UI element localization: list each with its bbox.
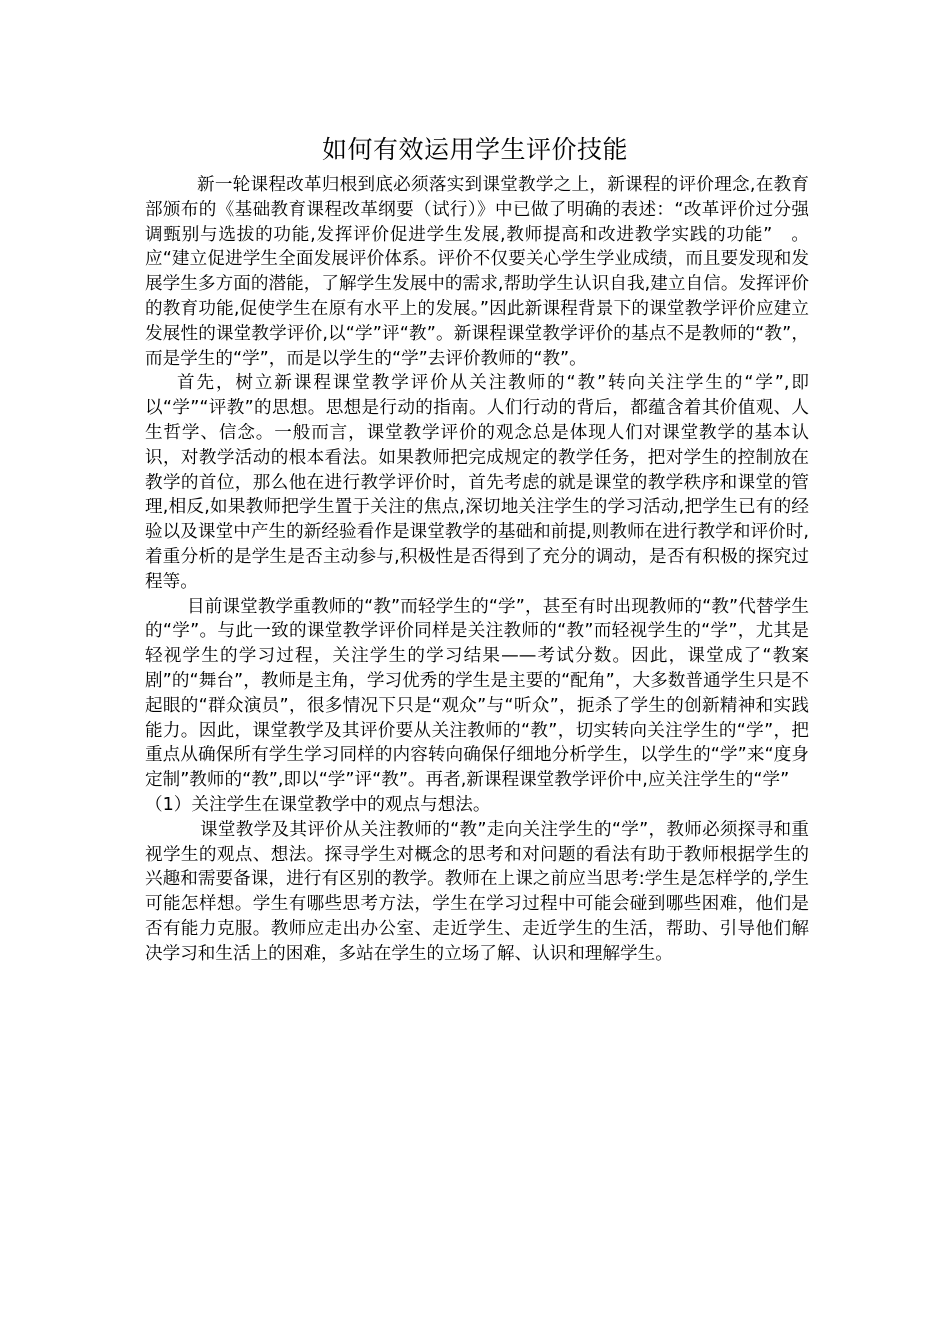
paragraph-intro: 新一轮课程改革归根到底必须落实到课堂教学之上，新课程的评价理念,在教育部颁布的《基础教育课程改革纲要（试行）》中已做了明确的表述：“改革评价过分强调甄别与选拔的功能,发挥评价促进学生发展,教师提高和改进教学实践的功能” 。应“建立促进学生全面发展评价体系。评价不仅要关心学生学业成绩，而且要发现和发展学生多方面的潜能，了解学生发展中的需求,帮助学生认识自我,建立自信。发挥评价的教育功能,促使学生在原有水平上的发展。”因此新课程背景下的课堂教学评价应建立发展性的课堂教学评价,以“学”评“教”。新课程课堂教学评价的基点不是教师的“教”，而是学生的“学”，而是以学生的“学”去评价教师的“教”。 <box>145 175 809 369</box>
paragraph-section-1: 课堂教学及其评价从关注教师的“教”走向关注学生的“学”，教师必须探寻和重视学生的观点、想法。探寻学生对概念的思考和对问题的看法有助于教师根据学生的兴趣和需要备课，进行有区别的教学。教师在上课之前应当思考:学生是怎样学的,学生可能怎样想。学生有哪些思考方法，学生在学习过程中可能会碰到哪些困难，他们是否有能力克服。教师应走出办公室、走近学生、走近学生的生活，帮助、引导他们解决学习和生活上的困难，多站在学生的立场了解、认识和理解学生。 <box>145 819 809 964</box>
paragraph-first: 首先，树立新课程课堂教学评价从关注教师的“教”转向关注学生的“学”,即以“学”“评教”的思想。思想是行动的指南。人们行动的背后，都蕴含着其价值观、人生哲学、信念。一般而言，课堂教学评价的观念总是体现人们对课堂教学的基本认识，对教学活动的根本看法。如果教师把完成规定的教学任务，把对学生的控制放在教学的首位，那么他在进行教学评价时，首先考虑的就是课堂的教学秩序和课堂的管理,相反,如果教师把学生置于关注的焦点,深切地关注学生的学习活动,把学生已有的经验以及课堂中产生的新经验看作是课堂教学的基础和前提,则教师在进行教学和评价时,着重分析的是学生是否主动参与,积极性是否得到了充分的调动，是否有积极的探究过程等。 <box>145 373 809 592</box>
document-title: 如何有效运用学生评价技能 <box>321 135 628 164</box>
paragraph-current: 目前课堂教学重教师的“教”而轻学生的“学”，甚至有时出现教师的“教”代替学生的“学”。与此一致的课堂教学评价同样是关注教师的“教”而轻视学生的“学”，尤其是轻视学生的学习过程，关注学生的学习结果——考试分数。因此，课堂成了“教案剧”的“舞台”，教师是主角，学习优秀的学生是主要的“配角”，大多数普通学生只是不起眼的“群众演员”，很多情况下只是“观众”与“听众”，扼杀了学生的创新精神和实践能力。因此，课堂教学及其评价要从关注教师的“教”，切实转向关注学生的“学”，把重点从确保所有学生学习同样的内容转向确保仔细地分析学生，以学生的“学”来“度身定制”教师的“教”,即以“学”评“教”。再者,新课程课堂教学评价中,应关注学生的“学” <box>145 596 809 791</box>
section-heading-1: （1）关注学生在课堂教学中的观点与想法。 <box>145 794 491 815</box>
document-body <box>145 173 809 967</box>
